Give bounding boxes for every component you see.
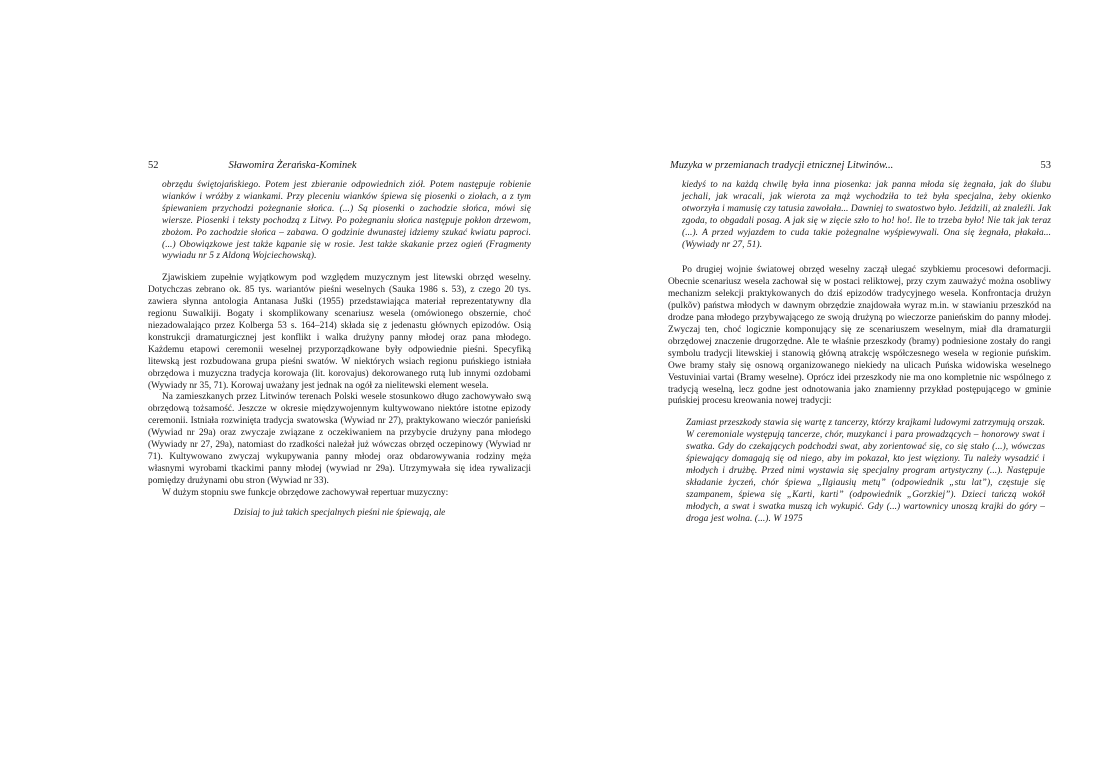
paragraph-wedding-intro: Zjawiskiem zupełnie wyjątkowym pod względem muzycznym jest litewski obrzęd weselny. Dotychczas zebrano ok. 85 tys. wariantów pieśni weselnych (Sauka 1986 s. 53), z czego 20 tys. zawiera słynna antologia Antanasa Juški (1955) przedstawiająca materiał reprezentatywny dla regionu Suwalkiji. Bogaty i skomplikowany scenariusz wesela (omówionego obszernie, choć niezadowalająco przez Kolberga 53 s. 164–214) składa się z jedenastu głównych epizodów. Osią konstrukcji dramaturgicznej jest konflikt i walka drużyny panny młodej oraz pana młodego. Każdemu etapowi ceremonii weselnej przyporządkowane były odpowiednie pieśni. Specyfiką litewską jest rozbudowana grupa pieśni swatów. W niektórych wsiach regionu puńskiego istniała obrzędowa i muzyczna tradycja korowaja (lit. korovajus) dekorowanego rutą lub innymi ozdobami (Wywiady nr 35, 71). Korowaj uważany jest jednak na ogół za nielitewski element wesela. bbox=[148, 273, 531, 391]
paragraph-wedding-identity: Na zamieszkanych przez Litwinów terenach Polski wesele stosunkowo długo zachowywało swą obrzędową tożsamość. Jeszcze w okresie międzywojennym kultywowano niektóre istotne epizody ceremonii. Istniała rozwinięta tradycja swatowska (Wywiad nr 27), praktykowano wieczór panieński (Wywiad nr 29a) oraz zwyczaje związane z oczekiwaniem na przybycie drużyny pana młodego (Wywiady nr 27, 29a), natomiast do rzadkości należał już wówczas obrzęd oczepinowy (Wywiad nr 71). Kultywowano zwyczaj wykupywania panny młodej oraz obdarowywania rodziny męża własnymi wyrobami tkackimi panny młodej (wywiad nr 29a). Utrzymywała się idea rywalizacji pomiędzy drużynami obu stron (Wywiad nr 33). bbox=[148, 392, 531, 486]
right-page-header bbox=[668, 160, 1051, 171]
running-head-left: Sławomira Żerańska-Kominek bbox=[228, 160, 357, 171]
paragraph-repertoire: W dużym stopniu swe funkcje obrzędowe zachowywał repertuar muzyczny: bbox=[162, 487, 449, 498]
left-page-header bbox=[148, 160, 531, 171]
left-page bbox=[148, 160, 531, 519]
quote-block-top-right: kiedyś to na każdą chwilę była inna piosenka: jak panna młoda się żegnała, jak do ślubu jechali, jak wracali, jak wierota za mąż wychodziła to też była specjalna, żeby okienko otworzyła i mamusię czy tatusia zawołała... Dawniej to swatostwo było. Jeździli, aż znaleźli. Jak zgoda, to obgadali posag. A jak się w zięcie szło to ho! ho!. Ile to trzeba było! Nie tak jak teraz (...). A przed wyjazdem to cuda takie pożegnalne wyśpiewywali. Ona się żegnała, płakała... (Wywiady nr 27, 51). bbox=[682, 180, 1051, 250]
page-number-right: 53 bbox=[1040, 160, 1051, 171]
page-number-left: 52 bbox=[148, 160, 159, 171]
quote-block-bottom-right: Zamiast przeszkody stawia się wartę z tancerzy, którzy krajkami ludowymi zatrzymują orszak. W ceremoniale występują tancerze, chór, muzykanci i para prowadzących – honorowy swat i swatka. Gdy do czekających podchodzi swat, aby zorientować się, co się stało (...), wówczas śpiewający domagają się od niego, aby im pokazał, kto jest więziony. Tu należy wysadzić i młodych i drużbę. Przed nimi wystawia się specjalny program artystyczny (...). Następuje składanie życzeń, chór śpiewa „Ilgiausių metų” (odpowiednik „stu lat”), częstuje się szampanem, śpiewa się „Karti, karti” (odpowiednik „Gorzkiej”). Dzieci tańczą wokół młodych, a swat i swatka muszą ich wykupić. Gdy (...) wartownicy unoszą krajki do góry – droga jest wolna. (...). W 1975 bbox=[686, 418, 1045, 524]
running-head-right: Muzyka w przemianach tradycji etnicznej Litwinów... bbox=[670, 160, 894, 171]
right-page bbox=[668, 160, 1051, 525]
quote-block-bottom-left: Dzisiaj to już takich specjalnych pieśni nie śpiewają, ale bbox=[233, 507, 446, 518]
paragraph-postwar-deformation: Po drugiej wojnie światowej obrzęd weselny zaczął ulegać szybkiemu procesowi deformacji. Obecnie scenariusz wesela zachował się w postaci reliktowej, przy czym zauważyć można osobliwy mechanizm selekcji praktykowanych do dziś epizodów tradycyjnego wesela. Konfrontacja drużyn (pulkõv) państwa młodych w dawnym obrzędzie znajdowała wyraz m.in. w stawianiu przeszkód na drodze pana młodego przybywającego ze swoją drużyną po wieczorze panieńskim do panny młodej. Zwyczaj ten, choć logicznie komponujący się ze scenariuszem weselnym, miał dla dramaturgii obrzędowej znaczenie drugorzędne. Ale te właśnie przeszkody (bramy) podniesione zostały do rangi symbolu tradycji litewskiej i stanowią główną atrakcję współczesnego wesela w regionie puńskim. Owe bramy stały się osnową organizowanego niekiedy na ulicach Puńska widowiska weselnego Vestuviniai vartai (Bramy weselne). Oprócz idei przeszkody nie ma ono kompletnie nic wspólnego z tradycją weselną, lecz godne jest odnotowania jako znamienny przykład postępującego w gminie puńskiej procesu kreowania nowej tradycji: bbox=[668, 265, 1051, 407]
quote-block-top-left: obrzędu świętojańskiego. Potem jest zbieranie odpowiednich ziół. Potem następuje robienie wianków i wróżby z wiankami. Przy pleceniu wianków śpiewa się piosenki o ziołach, a z tym śpiewaniem przychodzi pożegnanie słońca. (...) Są piosenki o zachodzie słońca, mówi się wiersze. Piosenki i teksty pochodzą z Litwy. Po pożegnaniu słońca następuje pokłon drzewom, zbożom. Po zachodzie słońca – zabawa. O godzinie dwunastej idziemy szukać kwiatu paproci. (...) Obowiązkowe jest także kąpanie się w rosie. Jest także skakanie przez ogień (Fragmenty wywiadu nr 5 z Aldoną Wojciechowską). bbox=[162, 180, 531, 262]
